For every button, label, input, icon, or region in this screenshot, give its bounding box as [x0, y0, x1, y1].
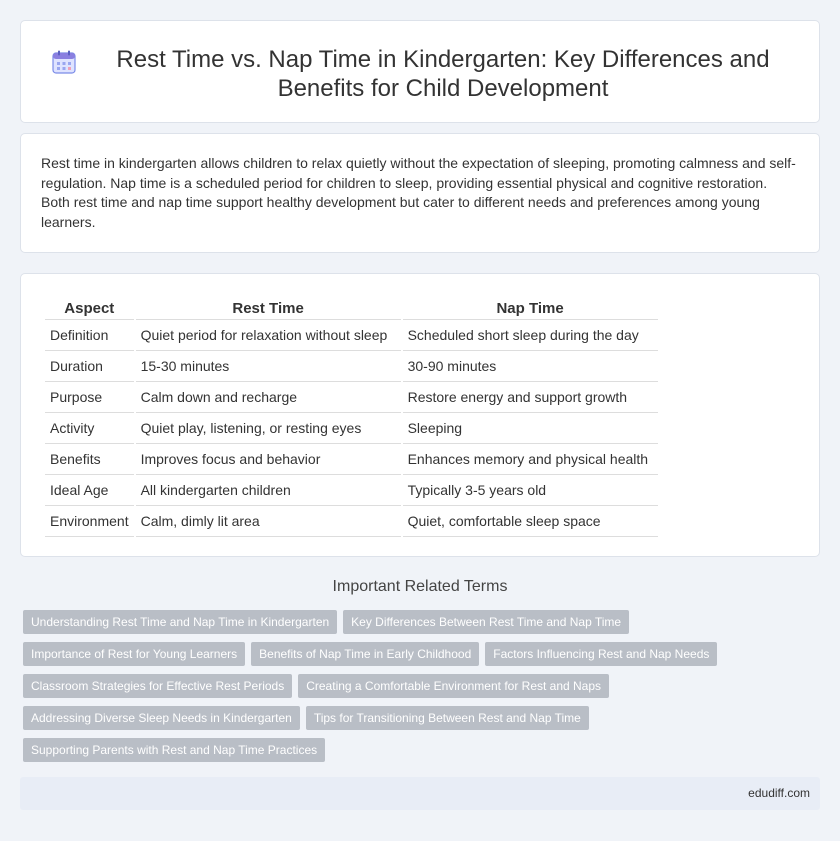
related-term-tag[interactable]: Addressing Diverse Sleep Needs in Kindergarten — [23, 706, 300, 730]
row-rest-time: Quiet play, listening, or resting eyes — [136, 413, 401, 444]
row-aspect: Environment — [45, 506, 134, 537]
row-nap-time: Quiet, comfortable sleep space — [403, 506, 658, 537]
row-nap-time: Typically 3-5 years old — [403, 475, 658, 506]
intro-paragraph: Rest time in kindergarten allows children to relax quietly without the expectation of sleeping, promoting calmness and self-regulation. Nap time is a scheduled period for children to sleep, providing essential physical and cognitive restoration. Both rest time and nap time support healthy development but cater to different needs and preferences among young learners. — [41, 155, 796, 230]
row-aspect: Ideal Age — [45, 475, 134, 506]
calendar-icon — [51, 49, 77, 75]
related-term-tag[interactable]: Classroom Strategies for Effective Rest Periods — [23, 674, 292, 698]
row-aspect: Benefits — [45, 444, 134, 475]
table-row — [45, 351, 658, 382]
row-rest-time: 15-30 minutes — [136, 351, 401, 382]
footer-site-link[interactable]: edudiff.com — [748, 786, 810, 800]
table-header-row — [45, 294, 658, 320]
row-rest-time: Quiet period for relaxation without sleep — [136, 320, 401, 351]
comparison-card — [20, 273, 820, 557]
row-nap-time: Enhances memory and physical health — [403, 444, 658, 475]
table-row — [45, 444, 658, 475]
row-rest-time: All kindergarten children — [136, 475, 401, 506]
table-row — [45, 320, 658, 351]
related-term-tag[interactable]: Understanding Rest Time and Nap Time in Kindergarten — [23, 610, 337, 634]
intro-card — [20, 133, 820, 253]
related-term-tag[interactable]: Tips for Transitioning Between Rest and Nap Time — [306, 706, 589, 730]
table-row — [45, 413, 658, 444]
footer — [20, 777, 820, 810]
comparison-table — [43, 294, 660, 537]
table-row — [45, 506, 658, 537]
related-terms-heading: Important Related Terms — [332, 578, 508, 595]
related-term-tag[interactable]: Factors Influencing Rest and Nap Needs — [485, 642, 717, 666]
related-terms-list — [23, 610, 823, 770]
row-rest-time: Improves focus and behavior — [136, 444, 401, 475]
header-nap-time: Nap Time — [403, 294, 658, 320]
row-aspect: Definition — [45, 320, 134, 351]
row-aspect: Duration — [45, 351, 134, 382]
related-term-tag[interactable]: Supporting Parents with Rest and Nap Time Practices — [23, 738, 325, 762]
title-card — [20, 20, 820, 123]
row-nap-time: Sleeping — [403, 413, 658, 444]
title-wrap — [21, 21, 819, 103]
row-nap-time: Restore energy and support growth — [403, 382, 658, 413]
header-rest-time: Rest Time — [136, 294, 401, 320]
related-term-tag[interactable]: Creating a Comfortable Environment for Rest and Naps — [298, 674, 609, 698]
related-term-tag[interactable]: Importance of Rest for Young Learners — [23, 642, 245, 666]
row-aspect: Purpose — [45, 382, 134, 413]
row-nap-time: Scheduled short sleep during the day — [403, 320, 658, 351]
header-aspect: Aspect — [45, 294, 134, 320]
page-title: Rest Time vs. Nap Time in Kindergarten: Key Differences and Benefits for Child Development — [116, 46, 770, 102]
table-row — [45, 382, 658, 413]
row-aspect: Activity — [45, 413, 134, 444]
related-term-tag[interactable]: Key Differences Between Rest Time and Nap Time — [343, 610, 629, 634]
row-rest-time: Calm down and recharge — [136, 382, 401, 413]
table-row — [45, 475, 658, 506]
row-nap-time: 30-90 minutes — [403, 351, 658, 382]
row-rest-time: Calm, dimly lit area — [136, 506, 401, 537]
related-term-tag[interactable]: Benefits of Nap Time in Early Childhood — [251, 642, 479, 666]
